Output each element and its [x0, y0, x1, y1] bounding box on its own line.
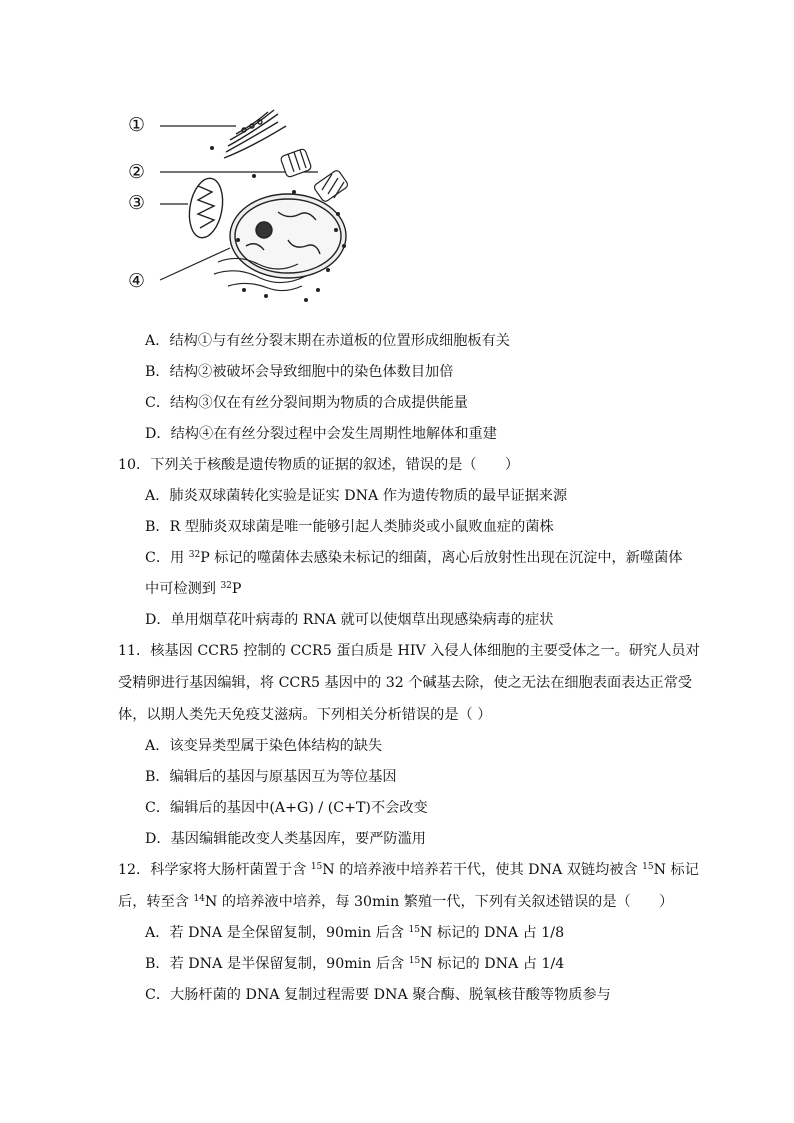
- cell-diagram: [118, 100, 378, 310]
- q12-stem-line2: 后，转至含 $^{14}$N 的培养液中培养，每 30min 繁殖一代，下列有关叙述错误的是（ ）: [118, 894, 674, 910]
- figure-label-4: ④: [128, 270, 146, 292]
- q9-option-a: A．结构①与有丝分裂末期在赤道板的位置形成细胞板有关: [145, 333, 510, 349]
- q9-option-b: B．结构②被破坏会导致细胞中的染色体数目加倍: [145, 364, 454, 380]
- q10-option-b: B．R 型肺炎双球菌是唯一能够引起人类肺炎或小鼠败血症的菌株: [145, 519, 554, 535]
- q11-option-b: B．编辑后的基因与原基因互为等位基因: [145, 769, 397, 785]
- q10-option-c-line1: C．用 $^{32}$P 标记的噬菌体去感染未标记的细菌，离心后放射性出现在沉淀中，新噬菌体: [145, 550, 683, 566]
- q9-option-d: D．结构④在有丝分裂过程中会发生周期性地解体和重建: [145, 426, 497, 442]
- q11-option-d: D．基因编辑能改变人类基因库，要严防滥用: [145, 831, 426, 847]
- q11-option-c: C．编辑后的基因中(A+G) / (C+T)不会改变: [145, 800, 428, 816]
- figure-label-3: ③: [128, 192, 146, 214]
- nucleus: [230, 194, 346, 278]
- q12-stem-line1: 12．科学家将大肠杆菌置于含 $^{15}$N 的培养液中培养若干代，使其 DNA 双链均被含 $^{15}$N 标记: [118, 862, 699, 878]
- mitochondrion: [185, 176, 227, 241]
- q11-option-a: A．该变异类型属于染色体结构的缺失: [145, 738, 383, 754]
- q12-option-a: A．若 DNA 是全保留复制，90min 后含 $^{15}$N 标记的 DNA 占 1/8: [145, 925, 565, 941]
- q10-option-a: A．肺炎双球菌转化实验是证实 DNA 作为遗传物质的最早证据来源: [145, 488, 568, 504]
- q11-stem-line3: 体，以期人类先天免疫艾滋病。下列相关分析错误的是（ ）: [118, 707, 492, 723]
- figure-label-1: ①: [128, 114, 146, 136]
- q12-option-c: C．大肠杆菌的 DNA 复制过程需要 DNA 聚合酶、脱氧核苷酸等物质参与: [145, 987, 611, 1003]
- q9-option-c: C．结构③仅在有丝分裂间期为物质的合成提供能量: [145, 395, 468, 411]
- q10-stem: 10．下列关于核酸是遗传物质的证据的叙述，错误的是（ ）: [118, 457, 520, 473]
- figure-label-2: ②: [128, 161, 146, 183]
- q11-stem-line2: 受精卵进行基因编辑，将 CCR5 基因中的 32 个碱基去除，使之无法在细胞表面表达正常受: [118, 675, 693, 691]
- cell-structure-figure: [118, 100, 378, 310]
- golgi-apparatus: [224, 110, 286, 158]
- q10-option-c-line2: 中可检测到 $^{32}$P: [145, 581, 242, 597]
- q11-stem-line1: 11．核基因 CCR5 控制的 CCR5 蛋白质是 HIV 入侵人体细胞的主要受体之一。研究人员对: [118, 643, 700, 659]
- q12-option-b: B．若 DNA 是半保留复制，90min 后含 $^{15}$N 标记的 DNA 占 1/4: [145, 956, 565, 972]
- pointer-line-4: [160, 248, 230, 280]
- q10-option-d: D．单用烟草花叶病毒的 RNA 就可以使烟草出现感染病毒的症状: [145, 612, 554, 628]
